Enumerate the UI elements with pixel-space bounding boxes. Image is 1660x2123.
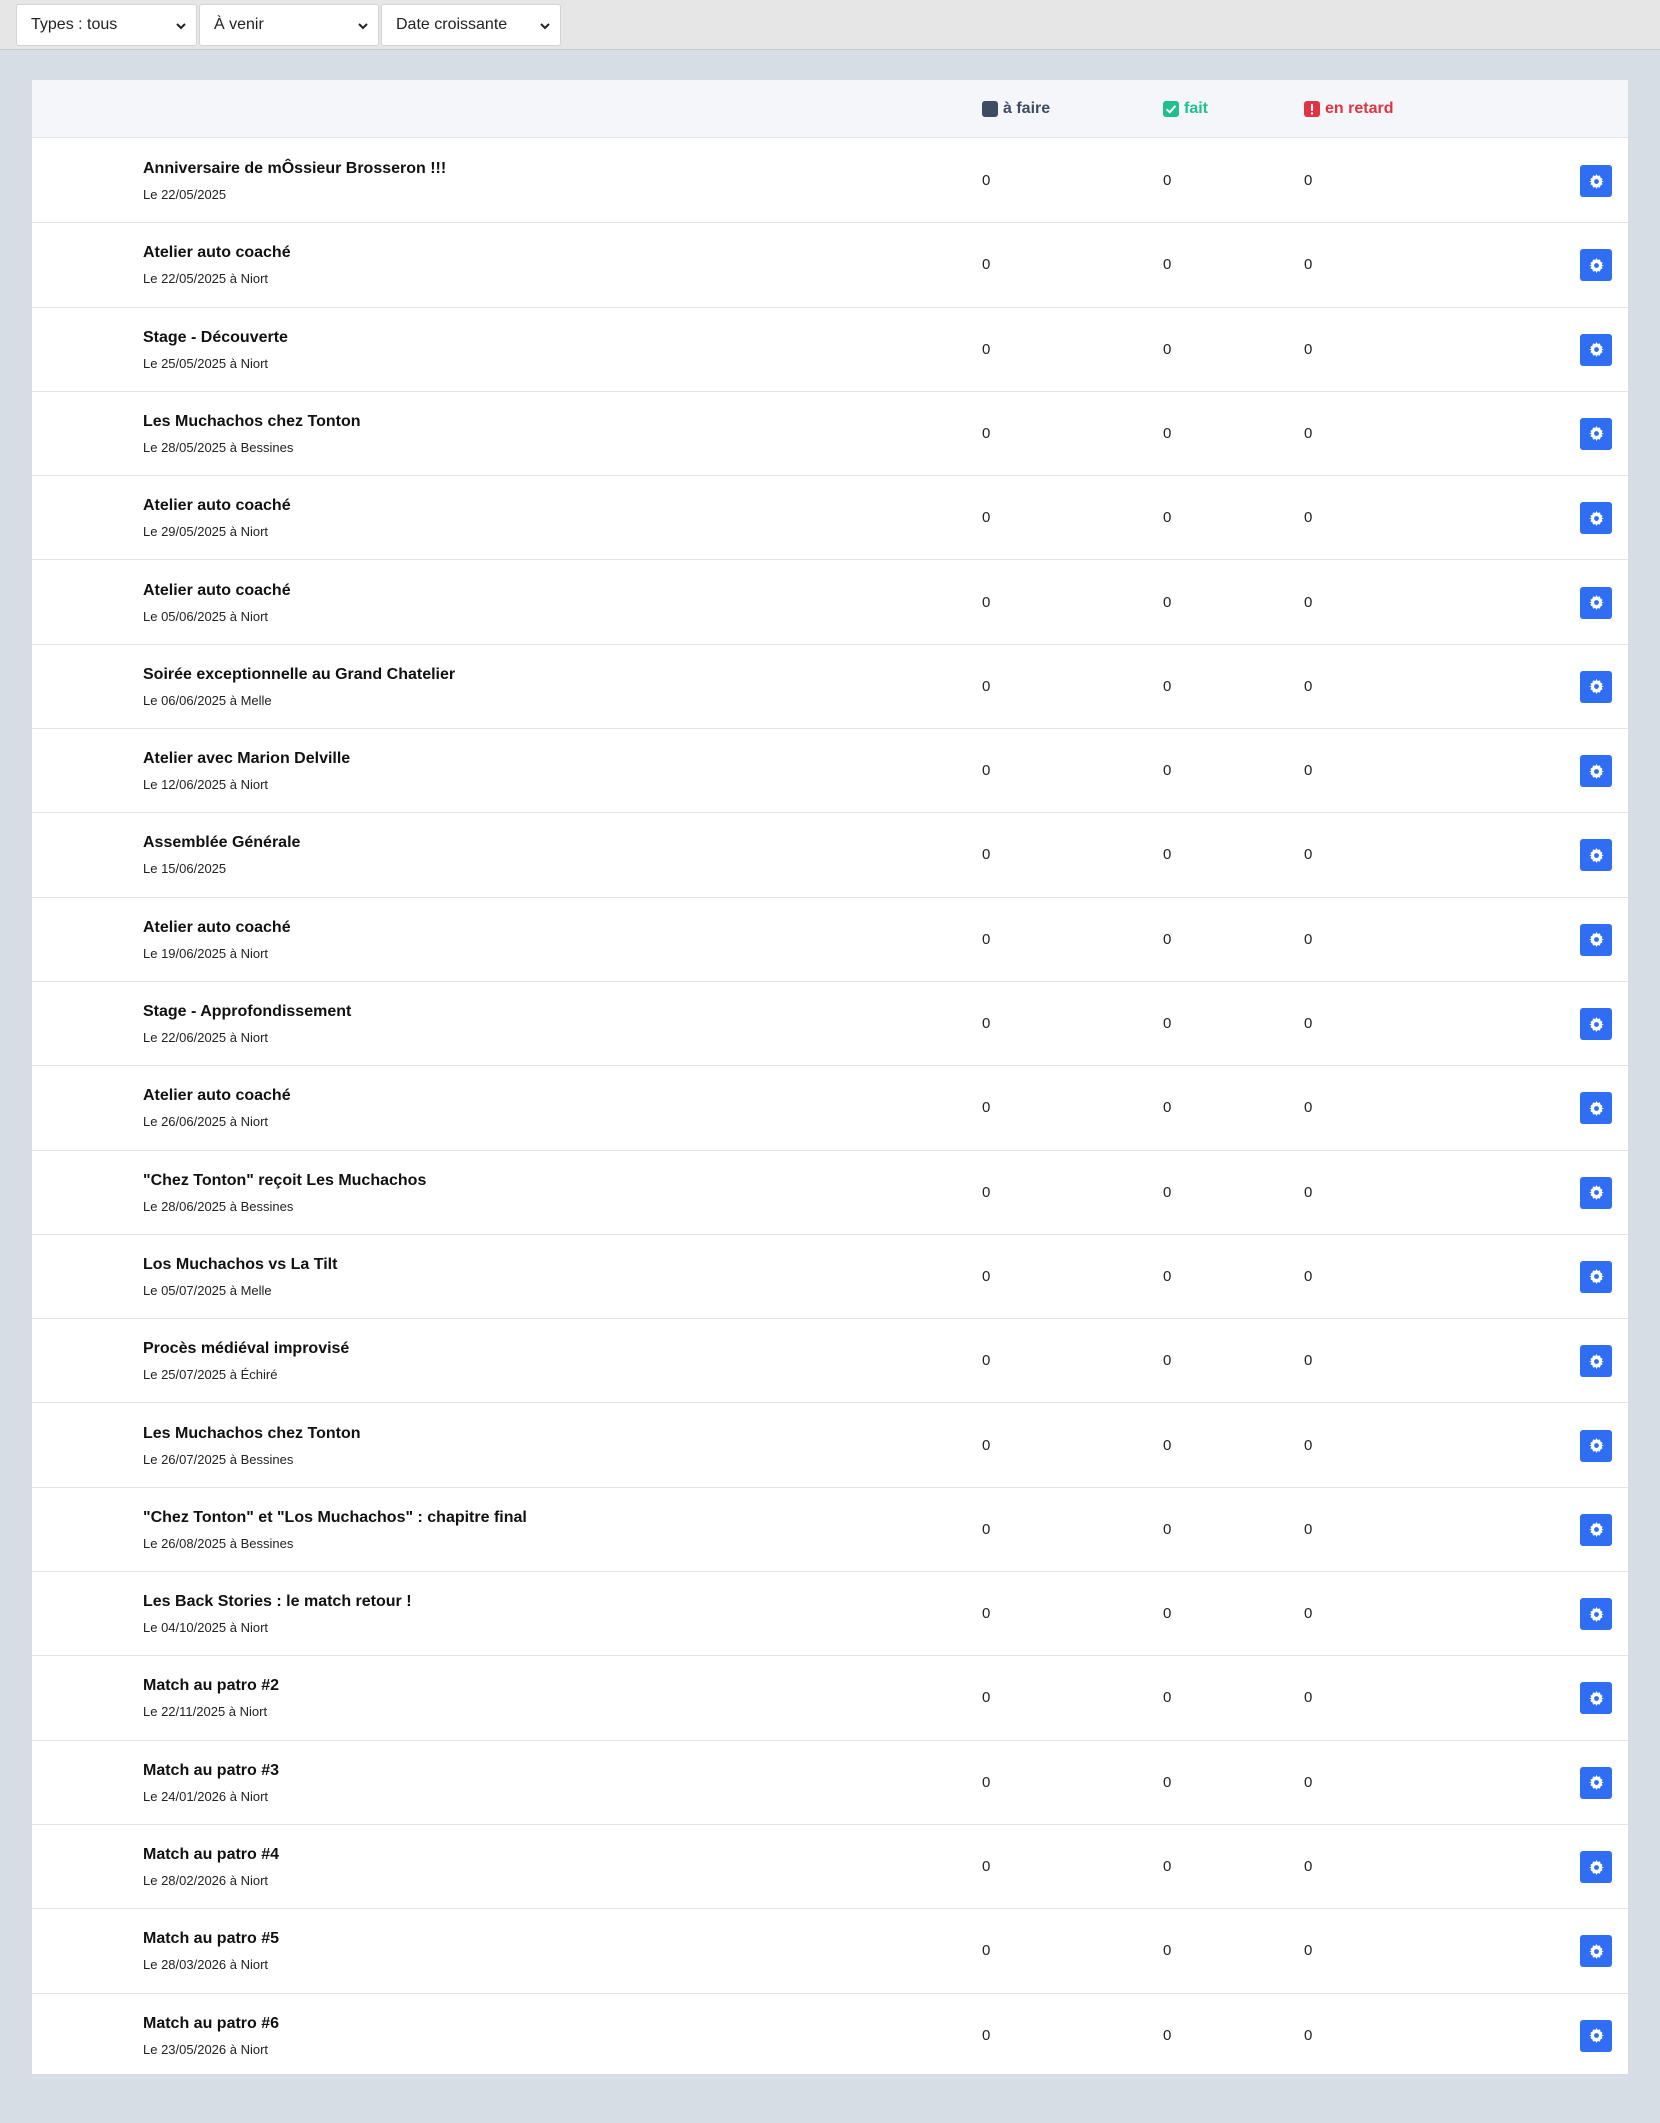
done-count: 0 xyxy=(1163,1099,1172,1117)
event-date-location: Le 19/06/2025 à Niort xyxy=(143,945,269,961)
todo-count: 0 xyxy=(982,1183,991,1201)
gear-icon xyxy=(1589,764,1604,779)
late-count: 0 xyxy=(1304,1605,1313,1623)
table-row xyxy=(32,308,1628,392)
legend-late xyxy=(1304,80,1393,138)
event-title: Match au patro #4 xyxy=(143,1846,280,1863)
period-filter-select[interactable] xyxy=(199,4,379,46)
done-count: 0 xyxy=(1163,930,1172,948)
event-title: Assemblée Générale xyxy=(143,834,301,852)
gear-icon xyxy=(1589,1944,1604,1959)
event-date-location: Le 22/05/2025 à Niort xyxy=(143,271,269,287)
sort-value: Date croissante xyxy=(396,16,508,33)
settings-button[interactable] xyxy=(1580,418,1612,450)
todo-count: 0 xyxy=(982,1689,991,1707)
done-count: 0 xyxy=(1163,2026,1172,2044)
done-count: 0 xyxy=(1163,846,1172,864)
table-header xyxy=(32,80,1628,138)
todo-count: 0 xyxy=(982,1352,991,1370)
gear-icon xyxy=(1589,1438,1604,1453)
event-title: Stage - Approfondissement xyxy=(143,1003,352,1020)
late-count: 0 xyxy=(1304,172,1313,189)
settings-button[interactable] xyxy=(1580,1767,1612,1799)
table-row xyxy=(32,1404,1628,1488)
gear-icon xyxy=(1589,1691,1604,1706)
settings-button[interactable] xyxy=(1580,671,1612,703)
todo-count: 0 xyxy=(982,424,991,442)
filter-bar xyxy=(0,0,1660,50)
exclamation-icon xyxy=(1304,101,1320,117)
todo-count: 0 xyxy=(982,1858,991,1875)
todo-count: 0 xyxy=(982,1267,991,1285)
event-title: Procès médiéval improvisé xyxy=(143,1340,350,1358)
late-count: 0 xyxy=(1304,1858,1313,1875)
settings-button[interactable] xyxy=(1580,839,1612,871)
gear-icon xyxy=(1589,679,1604,694)
late-count: 0 xyxy=(1304,762,1313,780)
gear-icon xyxy=(1589,932,1604,947)
gear-icon xyxy=(1589,342,1604,357)
chevron-down-icon xyxy=(358,21,368,31)
done-count: 0 xyxy=(1163,1858,1172,1875)
event-title: Les Muchachos chez Tonton xyxy=(143,1424,361,1442)
event-title: Atelier auto coaché xyxy=(143,497,291,515)
table-row xyxy=(32,729,1628,813)
event-title: "Chez Tonton" reçoit Les Muchachos xyxy=(143,1171,427,1189)
done-count: 0 xyxy=(1163,1605,1172,1623)
done-count: 0 xyxy=(1163,424,1172,442)
event-date-location: Le 29/05/2025 à Niort xyxy=(143,524,269,540)
todo-count: 0 xyxy=(982,340,991,358)
done-count: 0 xyxy=(1163,1267,1172,1285)
event-title: Match au patro #5 xyxy=(143,1930,280,1948)
settings-button[interactable] xyxy=(1580,1092,1612,1124)
settings-button[interactable] xyxy=(1580,334,1612,366)
event-date-location: Le 24/01/2026 à Niort xyxy=(143,1788,269,1804)
settings-button[interactable] xyxy=(1580,1514,1612,1546)
late-count: 0 xyxy=(1304,930,1313,948)
event-date-location: Le 04/10/2025 à Niort xyxy=(143,1620,269,1636)
table-row xyxy=(32,982,1628,1066)
type-filter-value: Types : tous xyxy=(31,16,118,33)
table-row xyxy=(32,813,1628,897)
todo-count: 0 xyxy=(982,1605,991,1623)
late-count: 0 xyxy=(1304,1520,1313,1538)
legend-todo-label: à faire xyxy=(1003,100,1051,117)
settings-button[interactable] xyxy=(1580,502,1612,534)
done-count: 0 xyxy=(1163,1942,1172,1960)
event-title: Match au patro #6 xyxy=(143,2014,280,2032)
chevron-down-icon xyxy=(540,21,550,31)
table-row xyxy=(32,223,1628,307)
settings-button[interactable] xyxy=(1580,249,1612,281)
table-row xyxy=(32,561,1628,645)
late-count: 0 xyxy=(1304,2026,1313,2044)
table-row xyxy=(32,1572,1628,1656)
todo-count: 0 xyxy=(982,1520,991,1538)
event-title: "Chez Tonton" et "Los Muchachos" : chapitre final xyxy=(143,1508,527,1526)
done-count: 0 xyxy=(1163,256,1172,274)
table-row xyxy=(32,1741,1628,1825)
event-title: Les Back Stories : le match retour ! xyxy=(143,1593,412,1611)
done-count: 0 xyxy=(1163,172,1172,189)
event-date-location: Le 23/05/2026 à Niort xyxy=(143,2041,269,2057)
late-count: 0 xyxy=(1304,1942,1313,1960)
event-date-location: Le 28/06/2025 à Bessines xyxy=(143,1198,294,1214)
check-icon xyxy=(1163,101,1179,117)
late-count: 0 xyxy=(1304,593,1313,611)
table-row xyxy=(32,1656,1628,1740)
settings-button[interactable] xyxy=(1580,1345,1612,1377)
todo-count: 0 xyxy=(982,2026,991,2044)
table-row xyxy=(32,1488,1628,1572)
late-count: 0 xyxy=(1304,677,1313,695)
todo-count: 0 xyxy=(982,846,991,864)
event-date-location: Le 26/08/2025 à Bessines xyxy=(143,1535,294,1551)
settings-button[interactable] xyxy=(1580,165,1612,197)
table-row xyxy=(32,1909,1628,1993)
todo-count: 0 xyxy=(982,593,991,611)
settings-button[interactable] xyxy=(1580,1008,1612,1040)
event-date-location: Le 05/07/2025 à Melle xyxy=(143,1282,272,1298)
todo-count: 0 xyxy=(982,677,991,695)
legend-done-label: fait xyxy=(1184,100,1208,117)
late-count: 0 xyxy=(1304,1773,1313,1791)
legend-todo xyxy=(982,80,1050,138)
done-count: 0 xyxy=(1163,1183,1172,1201)
settings-button[interactable] xyxy=(1580,1598,1612,1630)
settings-button[interactable] xyxy=(1580,1682,1612,1714)
done-count: 0 xyxy=(1163,509,1172,527)
settings-button[interactable] xyxy=(1580,587,1612,619)
todo-square-icon xyxy=(982,101,998,117)
late-count: 0 xyxy=(1304,424,1313,442)
late-count: 0 xyxy=(1304,340,1313,358)
late-count: 0 xyxy=(1304,1267,1313,1285)
event-title: Les Muchachos chez Tonton xyxy=(143,412,361,430)
event-date-location: Le 06/06/2025 à Melle xyxy=(143,692,272,708)
todo-count: 0 xyxy=(982,172,991,189)
done-count: 0 xyxy=(1163,677,1172,695)
done-count: 0 xyxy=(1163,762,1172,780)
done-count: 0 xyxy=(1163,593,1172,611)
gear-icon xyxy=(1589,1185,1604,1200)
done-count: 0 xyxy=(1163,1352,1172,1370)
gear-icon xyxy=(1589,1860,1604,1875)
event-title: Los Muchachos vs La Tilt xyxy=(143,1255,338,1273)
settings-button[interactable] xyxy=(1580,1935,1612,1967)
settings-button[interactable] xyxy=(1580,1261,1612,1293)
late-count: 0 xyxy=(1304,1689,1313,1707)
todo-count: 0 xyxy=(982,762,991,780)
settings-button[interactable] xyxy=(1580,1177,1612,1209)
event-date-location: Le 26/07/2025 à Bessines xyxy=(143,1451,294,1467)
event-title: Atelier auto coaché xyxy=(143,1087,291,1105)
gear-icon xyxy=(1589,174,1604,189)
gear-icon xyxy=(1589,1607,1604,1622)
event-date-location: Le 22/06/2025 à Niort xyxy=(143,1030,269,1045)
sort-select[interactable] xyxy=(381,4,561,46)
event-title: Atelier auto coaché xyxy=(143,918,291,936)
gear-icon xyxy=(1589,511,1604,526)
type-filter-select[interactable] xyxy=(16,4,197,46)
settings-button[interactable] xyxy=(1580,1851,1612,1883)
table-row xyxy=(32,392,1628,476)
gear-icon xyxy=(1589,595,1604,610)
late-count: 0 xyxy=(1304,1183,1313,1201)
settings-button[interactable] xyxy=(1580,2020,1612,2052)
event-title: Anniversaire de mÔssieur Brosseron !!! xyxy=(143,160,447,177)
event-title: Soirée exceptionnelle au Grand Chatelier xyxy=(143,665,456,683)
table-row xyxy=(32,645,1628,729)
event-date-location: Le 26/06/2025 à Niort xyxy=(143,1114,269,1130)
done-count: 0 xyxy=(1163,1689,1172,1707)
table-row xyxy=(32,1066,1628,1150)
late-count: 0 xyxy=(1304,846,1313,864)
settings-button[interactable] xyxy=(1580,1430,1612,1462)
event-date-location: Le 05/06/2025 à Niort xyxy=(143,608,269,624)
event-date-location: Le 28/02/2026 à Niort xyxy=(143,1873,269,1888)
event-title: Stage - Découverte xyxy=(143,328,288,346)
done-count: 0 xyxy=(1163,1436,1172,1454)
late-count: 0 xyxy=(1304,1436,1313,1454)
event-title: Atelier auto coaché xyxy=(143,244,291,262)
gear-icon xyxy=(1589,1775,1604,1790)
done-count: 0 xyxy=(1163,1015,1172,1032)
gear-icon xyxy=(1589,426,1604,441)
settings-button[interactable] xyxy=(1580,924,1612,956)
event-date-location: Le 25/07/2025 à Échiré xyxy=(143,1367,278,1383)
late-count: 0 xyxy=(1304,256,1313,274)
late-count: 0 xyxy=(1304,509,1313,527)
todo-count: 0 xyxy=(982,1942,991,1960)
gear-icon xyxy=(1589,258,1604,273)
gear-icon xyxy=(1589,1017,1604,1032)
todo-count: 0 xyxy=(982,256,991,274)
done-count: 0 xyxy=(1163,340,1172,358)
todo-count: 0 xyxy=(982,509,991,527)
todo-count: 0 xyxy=(982,1015,991,1032)
events-table xyxy=(32,80,1628,2074)
late-count: 0 xyxy=(1304,1099,1313,1117)
gear-icon xyxy=(1589,2028,1604,2043)
chevron-down-icon xyxy=(176,21,186,31)
event-date-location: Le 15/06/2025 xyxy=(143,861,227,877)
event-date-location: Le 22/11/2025 à Niort xyxy=(143,1704,268,1720)
event-title: Match au patro #3 xyxy=(143,1761,280,1779)
table-row xyxy=(32,476,1628,560)
table-row xyxy=(32,1235,1628,1319)
gear-icon xyxy=(1589,1101,1604,1116)
done-count: 0 xyxy=(1163,1773,1172,1791)
event-date-location: Le 25/05/2025 à Niort xyxy=(143,355,269,371)
event-date-location: Le 28/03/2026 à Niort xyxy=(143,1957,269,1973)
event-date-location: Le 12/06/2025 à Niort xyxy=(143,777,269,793)
table-row xyxy=(32,139,1628,223)
table-row xyxy=(32,1825,1628,1909)
legend-done xyxy=(1163,80,1208,138)
late-count: 0 xyxy=(1304,1015,1313,1032)
legend-late-label: en retard xyxy=(1325,100,1394,117)
event-title: Atelier avec Marion Delville xyxy=(143,750,351,768)
period-filter-value: À venir xyxy=(214,16,264,33)
todo-count: 0 xyxy=(982,930,991,948)
event-date-location: Le 28/05/2025 à Bessines xyxy=(143,439,294,455)
todo-count: 0 xyxy=(982,1099,991,1117)
event-title: Match au patro #2 xyxy=(143,1677,280,1695)
gear-icon xyxy=(1589,1354,1604,1369)
done-count: 0 xyxy=(1163,1520,1172,1538)
todo-count: 0 xyxy=(982,1436,991,1454)
table-row xyxy=(32,1994,1628,2078)
settings-button[interactable] xyxy=(1580,755,1612,787)
table-row xyxy=(32,898,1628,982)
gear-icon xyxy=(1589,848,1604,863)
gear-icon xyxy=(1589,1522,1604,1537)
event-date-location: Le 22/05/2025 xyxy=(143,187,227,202)
table-row xyxy=(32,1151,1628,1235)
table-row xyxy=(32,1319,1628,1403)
late-count: 0 xyxy=(1304,1352,1313,1370)
event-title: Atelier auto coaché xyxy=(143,581,291,599)
todo-count: 0 xyxy=(982,1773,991,1791)
gear-icon xyxy=(1589,1269,1604,1284)
